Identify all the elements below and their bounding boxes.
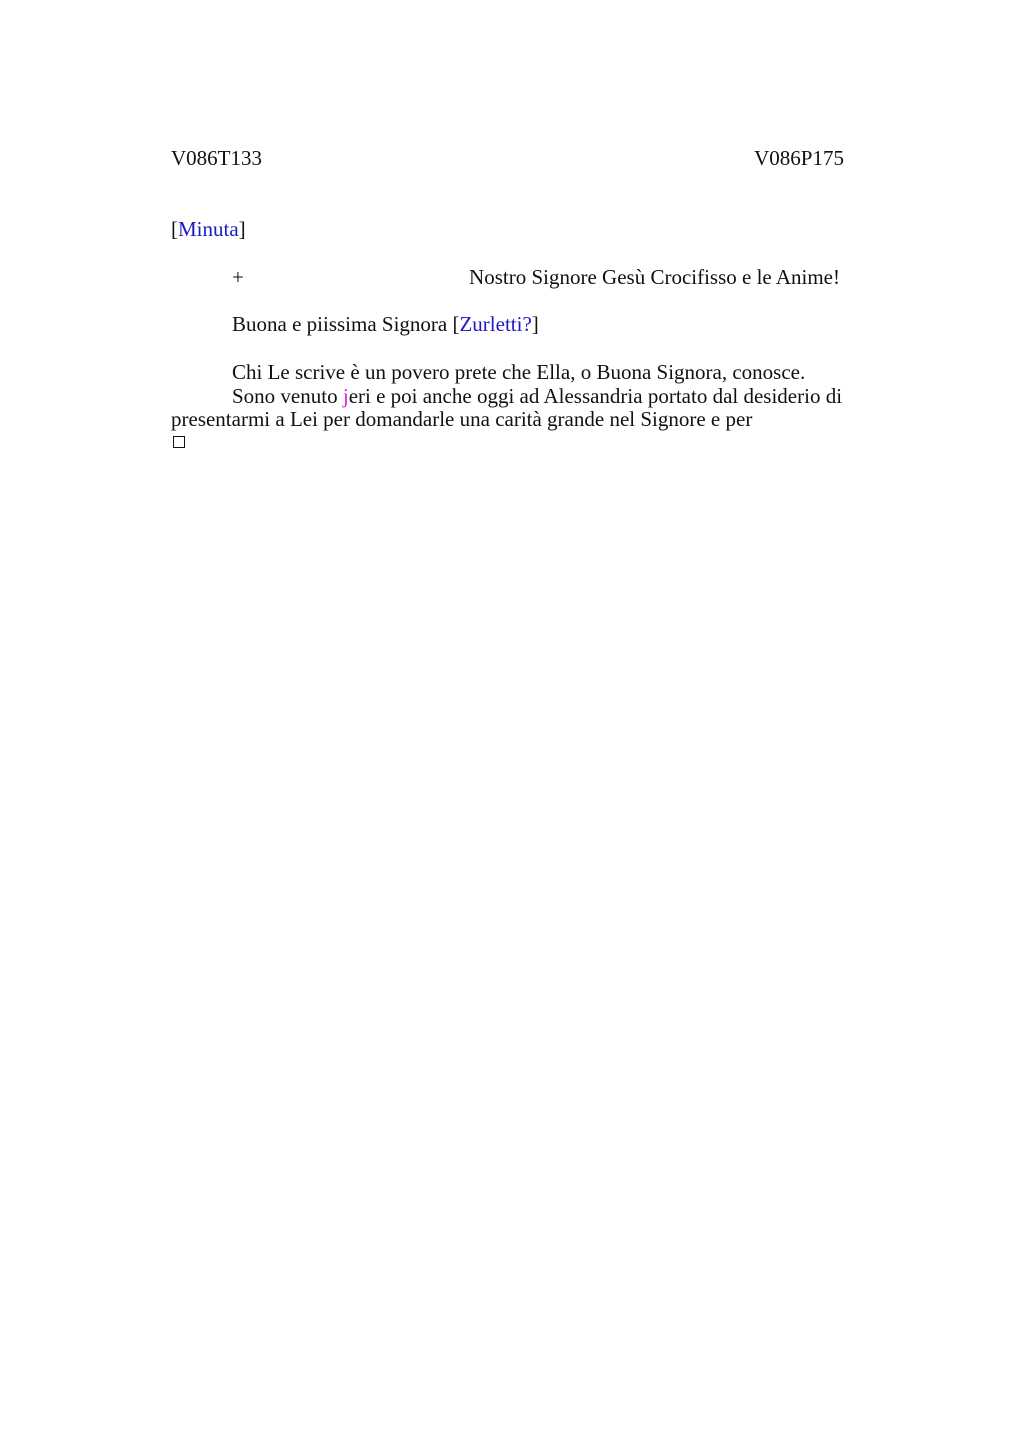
- bracket-open: [: [171, 217, 178, 241]
- paragraph-2-start: Sono venuto: [232, 384, 343, 408]
- paragraph-2-line-2: presentarmi a Lei per domandarle una carità grande nel Signore e per: [171, 407, 753, 431]
- page-code-right: V086P175: [754, 146, 844, 170]
- bracket-close: ]: [531, 312, 539, 336]
- document-code-left: V086T133: [171, 146, 262, 170]
- invocation-text: Nostro Signore Gesù Crocifisso e le Anime!: [469, 265, 840, 289]
- cross-symbol: +: [232, 265, 244, 289]
- bracket-open: [: [452, 312, 460, 336]
- paragraph-2-line-1: [232, 384, 842, 408]
- greeting-line: [232, 312, 539, 336]
- greeting-text: Buona e piissima Signora: [232, 312, 453, 336]
- paragraph-1: Chi Le scrive è un povero prete che Ella, o Buona Signora, conosce.: [232, 360, 806, 384]
- bracket-close: ]: [238, 217, 246, 241]
- minuta-note: [171, 217, 246, 241]
- paragraph-2-rest: eri e poi anche oggi ad Alessandria portato dal desiderio di: [348, 384, 843, 408]
- recipient-name-note: Zurletti?: [459, 312, 532, 336]
- empty-square-icon: [173, 436, 185, 448]
- variant-letter: j: [342, 384, 349, 408]
- minuta-label: Minuta: [178, 217, 239, 241]
